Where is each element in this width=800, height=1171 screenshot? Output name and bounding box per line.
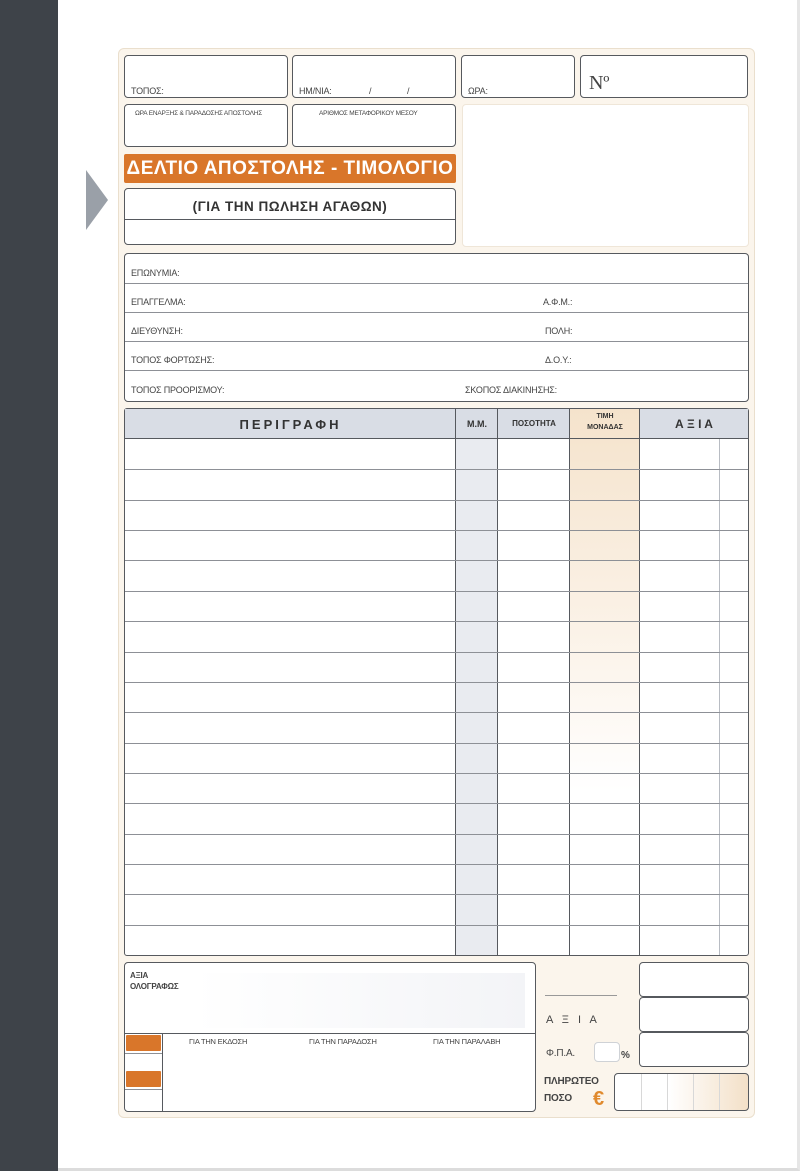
- transport-purpose-label: ΣΚΟΠΟΣ ΔΙΑΚΙΝΗΣΗΣ:: [465, 385, 557, 395]
- col-header-value: Α Ξ Ι Α: [675, 417, 713, 431]
- document-subtitle: (ΓΙΑ ΤΗΝ ΠΩΛΗΣΗ ΑΓΑΘΩΝ): [192, 199, 388, 214]
- table-row[interactable]: [125, 803, 748, 804]
- totals-value-label: Α Ξ Ι Α: [546, 1014, 600, 1026]
- table-row[interactable]: [125, 682, 748, 683]
- col-header-mm: Μ.Μ.: [467, 419, 487, 429]
- euro-icon: €: [593, 1088, 605, 1110]
- stamp-tab-1: [126, 1035, 161, 1051]
- tax-office-label: Δ.Ο.Υ.:: [545, 355, 572, 365]
- subtitle-box: [124, 188, 456, 245]
- binding-spine: [0, 0, 58, 1171]
- axia-words-label-2: ΟΛΟΓΡΑΦΩΣ: [130, 982, 179, 991]
- destination-label: ΤΟΠΟΣ ΠΡΟΟΡΙΣΜΟΥ:: [131, 385, 225, 395]
- table-row[interactable]: [125, 864, 748, 865]
- for-issue-label: ΓΙΑ ΤΗΝ ΕΚΔΟΣΗ: [189, 1037, 248, 1046]
- table-row[interactable]: [125, 894, 748, 895]
- for-receipt-label: ΓΙΑ ΤΗΝ ΠΑΡΑΛΑΒΗ: [433, 1037, 501, 1046]
- number-box[interactable]: [580, 55, 748, 98]
- col-header-price-2: ΜΟΝΑΔΑΣ: [587, 424, 623, 431]
- payable-amount-field[interactable]: [614, 1073, 749, 1111]
- table-row[interactable]: [125, 834, 748, 835]
- time-box[interactable]: [461, 55, 575, 98]
- topos-box[interactable]: [124, 55, 288, 98]
- vat-label: Φ.Π.Α.: [546, 1048, 576, 1059]
- eponymia-label: ΕΠΩΝΥΜΙΑ:: [131, 268, 180, 278]
- table-row[interactable]: [125, 469, 748, 470]
- table-row[interactable]: [125, 530, 748, 531]
- date-sep-1: /: [369, 86, 372, 96]
- axia-words-field[interactable]: [195, 973, 525, 1028]
- axia-words-label-1: ΑΞΙΑ: [130, 971, 149, 980]
- table-row[interactable]: [125, 743, 748, 744]
- arrow-right-icon: [86, 170, 108, 230]
- mm-column-shade: [456, 439, 498, 955]
- col-header-quantity: ΠΟΣΟΤΗΤΑ: [512, 419, 556, 428]
- items-table: [124, 408, 749, 956]
- payable-label-1: ΠΛΗΡΩΤΕΟ: [544, 1076, 599, 1087]
- table-row[interactable]: [125, 560, 748, 561]
- city-label: ΠΟΛΗ:: [545, 326, 573, 336]
- address-label: ΔΙΕΥΘΥΝΣΗ:: [131, 326, 183, 336]
- date-label: ΗΜ/ΝΙΑ:: [299, 86, 332, 96]
- number-label: Nº: [589, 72, 610, 94]
- table-row[interactable]: [125, 621, 748, 622]
- value-field[interactable]: [639, 997, 749, 1032]
- vat-percent-field[interactable]: [594, 1042, 620, 1062]
- percent-sign: %: [621, 1050, 630, 1061]
- stamp-tab-2: [126, 1071, 161, 1087]
- departure-time-label: ΩΡΑ ΕΝΑΡΞΗΣ & ΠΑΡΑΔΟΣΗΣ ΑΠΟΣΤΟΛΗΣ: [135, 110, 263, 117]
- customer-block: [124, 253, 749, 402]
- topos-label: ΤΟΠΟΣ:: [131, 86, 164, 96]
- table-row[interactable]: [125, 773, 748, 774]
- subtotal-field[interactable]: [639, 962, 749, 997]
- footer-left-box: [124, 962, 536, 1112]
- date-sep-2: /: [407, 86, 410, 96]
- for-delivery-label: ΓΙΑ ΤΗΝ ΠΑΡΑΔΟΣΗ: [309, 1037, 377, 1046]
- table-row[interactable]: [125, 500, 748, 501]
- payable-label-2: ΠΟΣΟ: [544, 1093, 572, 1104]
- table-row[interactable]: [125, 925, 748, 926]
- table-row[interactable]: [125, 591, 748, 592]
- table-row[interactable]: [125, 652, 748, 653]
- vat-amount-field[interactable]: [639, 1032, 749, 1067]
- vehicle-number-label: ΑΡΙΘΜΟΣ ΜΕΤΑΦΟΡΙΚΟΥ ΜΕΣΟΥ: [319, 110, 418, 117]
- epaggelma-label: ΕΠΑΓΓΕΛΜΑ:: [131, 297, 186, 307]
- afm-label: Α.Φ.Μ.:: [543, 297, 573, 307]
- vehicle-number-box[interactable]: [292, 104, 456, 147]
- time-label: ΩΡΑ:: [468, 86, 488, 96]
- col-header-price-1: ΤΙΜΗ: [596, 413, 614, 420]
- loading-place-label: ΤΟΠΟΣ ΦΟΡΤΩΣΗΣ:: [131, 355, 215, 365]
- departure-time-box[interactable]: [124, 104, 288, 147]
- col-header-description: ΠΕΡΙΓΡΑΦΗ: [239, 417, 342, 432]
- date-box[interactable]: [292, 55, 456, 98]
- table-row[interactable]: [125, 712, 748, 713]
- document-title: ΔΕΛΤΙΟ ΑΠΟΣΤΟΛΗΣ - ΤΙΜΟΛΟΓΙΟ: [124, 154, 456, 183]
- issuer-area: [462, 104, 749, 247]
